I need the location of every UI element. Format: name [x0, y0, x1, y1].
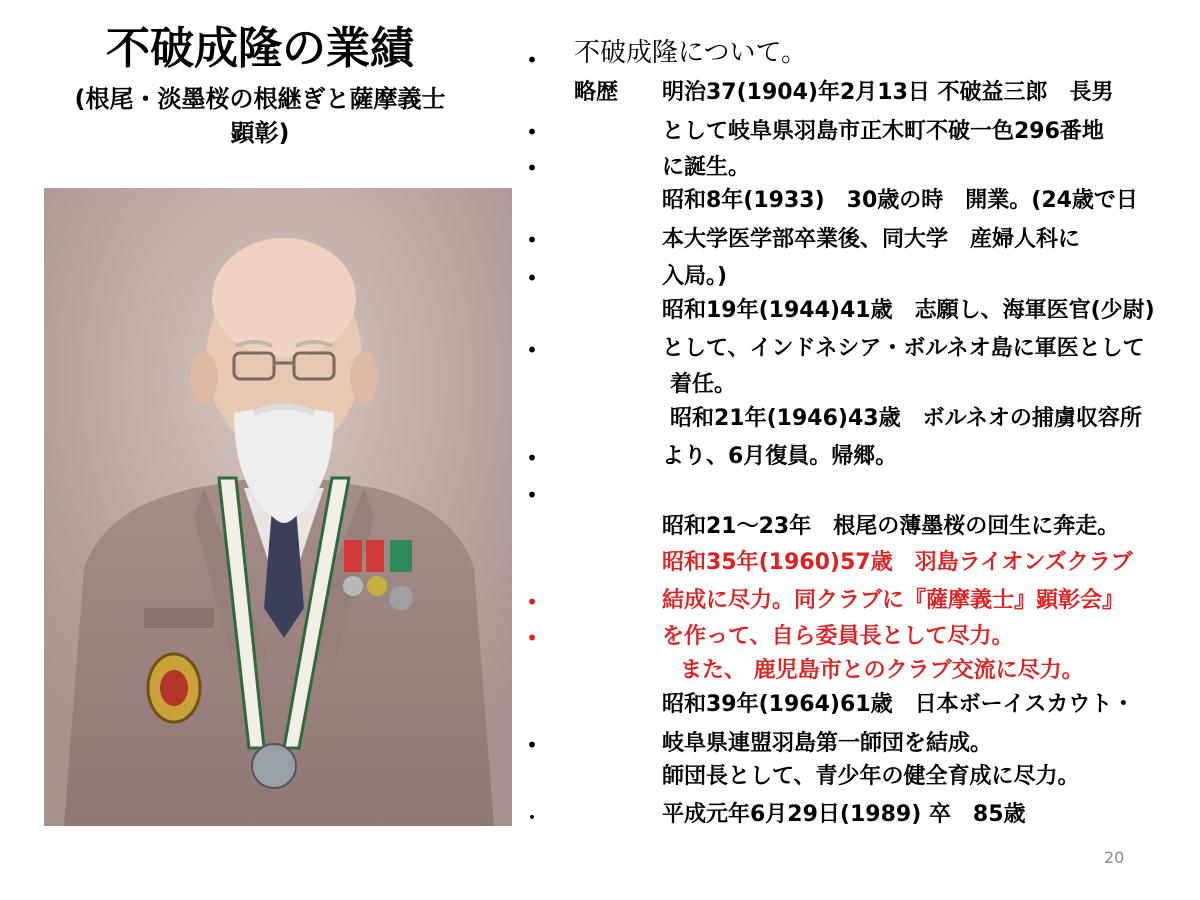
bullet-small: •: [527, 810, 537, 826]
bio-line: 着任。: [670, 372, 737, 397]
portrait-photo: [44, 188, 512, 826]
bio-line-highlight: 結成に尽力。同クラブに『薩摩義士』顕彰会』: [662, 588, 1125, 613]
bio-line: 入局。): [662, 264, 728, 289]
bullet: •: [526, 733, 538, 757]
bio-line-highlight: また、 鹿児島市とのクラブ交流に尽力。: [680, 658, 1084, 683]
bio-line: 昭和21年(1946)43歳 ボルネオの捕虜収容所: [670, 406, 1142, 431]
bio-line: として岐阜県羽島市正木町不破一色296番地: [662, 119, 1104, 144]
bio-line: 本大学医学部卒業後、同大学 産婦人科に: [662, 227, 1081, 252]
bullet: •: [526, 228, 538, 252]
bio-line: 昭和8年(1933) 30歳の時 開業。(24歳で日: [662, 188, 1138, 213]
bio-line: 師団長として、青少年の健全育成に尽力。: [662, 764, 1080, 789]
label-ryakureki: 略歴: [574, 80, 619, 105]
bio-line: 昭和19年(1944)41歳 志願し、海軍医官(少尉): [662, 298, 1155, 323]
bullet: •: [526, 156, 538, 180]
bio-line: として、インドネシア・ボルネオ島に軍医として: [662, 336, 1145, 361]
bio-line: に誕生。: [662, 155, 751, 180]
bullet: •: [526, 266, 538, 290]
content-heading: 不破成隆について。: [574, 38, 807, 68]
bio-line: 昭和21～23年 根尾の薄墨桜の回生に奔走。: [662, 514, 1120, 539]
subtitle-line-2: 顕彰): [230, 119, 290, 147]
bio-line: より、6月復員。帰郷。: [662, 444, 898, 469]
bullet: •: [526, 120, 538, 144]
page-number: 20: [1104, 848, 1125, 867]
bullet: •: [526, 483, 538, 507]
bio-line-highlight: 昭和35年(1960)57歳 羽島ライオンズクラブ: [662, 550, 1133, 575]
bullet: •: [526, 48, 538, 72]
bullet: •: [526, 338, 538, 362]
subtitle-line-1: (根尾・淡墨桜の根継ぎと薩摩義士: [74, 85, 446, 113]
bio-line: 平成元年6月29日(1989) 卒 85歳: [662, 802, 1026, 827]
slide-subtitle: [20, 82, 500, 150]
bio-line: 昭和39年(1964)61歳 日本ボーイスカウト・: [662, 692, 1135, 717]
bio-line: 明治37(1904)年2月13日 不破益三郎 長男: [662, 80, 1114, 105]
slide-title: 不破成隆の業績: [106, 23, 414, 74]
bio-line-highlight: を作って、自ら委員長として尽力。: [662, 624, 1014, 649]
bullet: •: [526, 446, 538, 470]
bullet-red: •: [526, 626, 538, 650]
bio-line: 岐阜県連盟羽島第一師団を結成。: [662, 731, 993, 756]
bullet-red: •: [526, 590, 538, 614]
bullet-column: [522, 0, 542, 900]
